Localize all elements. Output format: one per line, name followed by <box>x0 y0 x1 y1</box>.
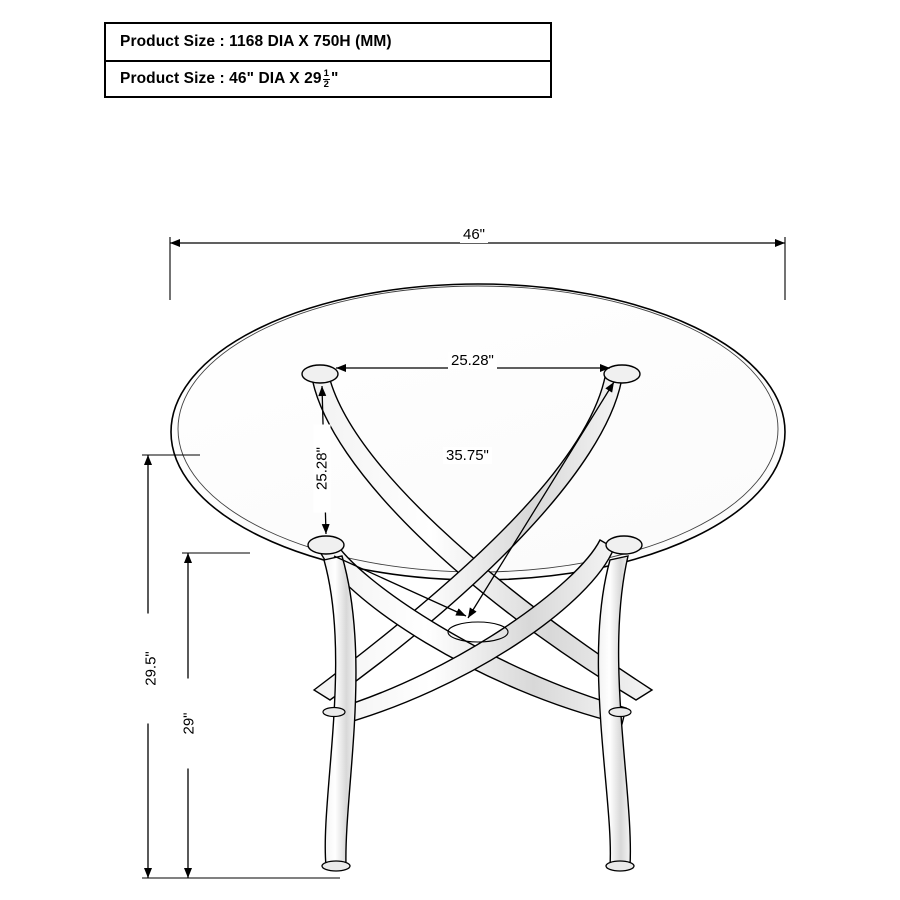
spec-metric-label: Product Size : 1168 DIA X 750H (MM) <box>120 33 392 50</box>
mount-disc-bottom-left <box>308 536 344 554</box>
foot-pad-lower-right <box>606 861 634 871</box>
foot-pad-back-left <box>323 708 345 717</box>
label-height-base: 29" <box>181 679 198 769</box>
fraction-denominator: 2 <box>323 78 329 90</box>
label-brace-vertical: 25.28" <box>314 425 331 513</box>
foot-pad-lower-left <box>322 861 350 871</box>
mount-disc-top-left <box>302 365 338 383</box>
label-width-top: 46" <box>460 226 488 243</box>
fraction-numerator: 1 <box>323 67 329 79</box>
label-brace-diagonal: 35.75" <box>443 447 492 464</box>
spec-imperial-suffix: " <box>330 70 339 87</box>
spec-imperial-prefix: Product Size : 46" DIA X 29 <box>120 70 322 87</box>
glass-tabletop-outline <box>171 284 785 580</box>
foot-pad-back-right <box>609 708 631 717</box>
label-brace-horizontal: 25.28" <box>448 352 497 369</box>
mount-disc-bottom-right <box>606 536 642 554</box>
label-height-overall: 29.5" <box>143 614 160 724</box>
